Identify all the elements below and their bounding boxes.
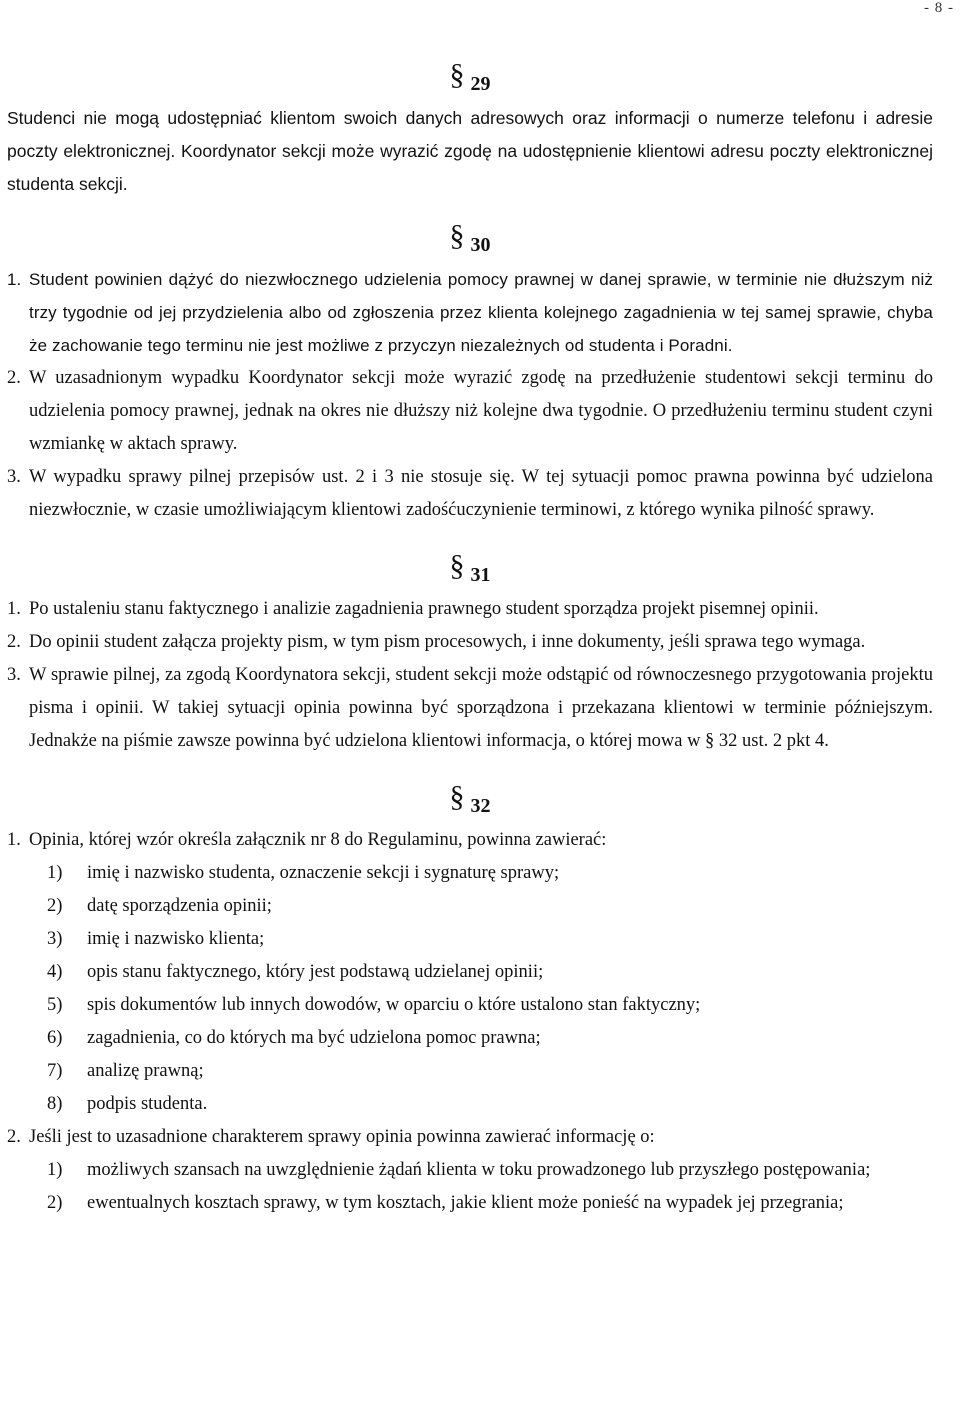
section-heading-31 — [7, 549, 933, 593]
item-text: Do opinii student załącza projekty pism, w tym pism procesowych, i inne dokumenty, jeśli sprawa tego wymaga. — [29, 632, 866, 652]
item-number: 3. — [7, 665, 21, 685]
sub-text: podpis studenta. — [87, 1094, 208, 1114]
item-number: 2. — [7, 1127, 21, 1147]
section-number: 32 — [470, 795, 491, 817]
document-body — [7, 58, 933, 1220]
sub-text: analizę prawną; — [87, 1061, 204, 1081]
item-text: Po ustaleniu stanu faktycznego i analizie zagadnienia prawnego student sporządza projekt pisemnej opinii. — [29, 599, 819, 619]
sub-number: 5) — [47, 995, 63, 1015]
list-item — [7, 1088, 933, 1121]
list-item — [7, 857, 933, 890]
item-text: Jeśli jest to uzasadnione charakterem sprawy opinia powinna zawierać informację o: — [29, 1127, 655, 1147]
list-item — [7, 1187, 933, 1220]
section-31-item-1 — [7, 593, 933, 626]
section-31-item-2 — [7, 626, 933, 659]
item-number: 1. — [7, 599, 21, 619]
section-heading-32 — [7, 780, 933, 824]
section-number: 30 — [470, 234, 491, 256]
item-text: W sprawie pilnej, za zgodą Koordynatora sekcji, student sekcji może odstąpić od równoczesnego przygotowania projektu pisma i opinii. W takiej sytuacji opinia powinna być sporządzona i przekazana klientowi w terminie późniejszym. Jednakże na piśmie zawsze powinna być udzielona klientowi informacja, o której mowa w § 32 ust. 2 pkt 4. — [29, 665, 933, 751]
section-sign-icon: § — [449, 58, 465, 91]
item-number: 1. — [7, 270, 22, 289]
list-item — [7, 1022, 933, 1055]
item-text: Student powinien dążyć do niezwłocznego udzielenia pomocy prawnej w danej sprawie, w terminie nie dłuższym niż trzy tygodnie od jej przydzielenia albo od zgłoszenia przez klienta kolejnego zagadnienia w tej samej sprawie, chyba że zachowanie tego terminu nie jest możliwe z przyczyn niezależnych od studenta i Poradni. — [29, 270, 933, 355]
sub-text: imię i nazwisko studenta, oznaczenie sekcji i sygnaturę sprawy; — [87, 863, 560, 883]
item-text: W uzasadnionym wypadku Koordynator sekcji może wyrazić zgodę na przedłużenie studentowi sekcji terminu do udzielenia pomocy prawnej, jednak na okres nie dłuższy niż kolejne dwa tygodnie. O przedłużeniu terminu student czyni wzmiankę w aktach sprawy. — [29, 368, 933, 454]
section-30-item-1 — [7, 263, 933, 362]
section-sign-icon: § — [449, 219, 465, 252]
section-heading-30 — [7, 219, 933, 263]
sub-number: 1) — [47, 863, 63, 883]
item-number: 2. — [7, 368, 21, 388]
sub-number: 4) — [47, 962, 63, 982]
item-number: 1. — [7, 830, 21, 850]
sub-text: opis stanu faktycznego, który jest podstawą udzielanej opinii; — [87, 962, 544, 982]
section-heading-29 — [7, 58, 933, 102]
sub-number: 2) — [47, 896, 63, 916]
list-item — [7, 1055, 933, 1088]
list-item — [7, 989, 933, 1022]
sub-text: zagadnienia, co do których ma być udzielona pomoc prawna; — [87, 1028, 541, 1048]
section-30-item-2 — [7, 362, 933, 461]
section-29-text: Studenci nie mogą udostępniać klientom swoich danych adresowych oraz informacji o numerze telefonu i adresie poczty elektronicznej. Koordynator sekcji może wyrazić zgodę na udostępnienie klientowi adresu poczty elektronicznej studenta sekcji. — [7, 108, 933, 194]
section-number: 29 — [470, 73, 491, 95]
item-number: 2. — [7, 632, 21, 652]
section-sign-icon: § — [449, 549, 465, 582]
sub-text: ewentualnych kosztach sprawy, w tym kosztach, jakie klient może ponieść na wypadek jej przegrania; — [87, 1193, 844, 1213]
sub-number: 2) — [47, 1193, 63, 1213]
sub-number: 7) — [47, 1061, 63, 1081]
section-32-item-2 — [7, 1121, 933, 1154]
list-item — [7, 956, 933, 989]
sub-number: 3) — [47, 929, 63, 949]
list-item — [7, 1154, 933, 1187]
section-number: 31 — [470, 564, 491, 586]
list-item — [7, 923, 933, 956]
section-32-item-1 — [7, 824, 933, 857]
sub-text: imię i nazwisko klienta; — [87, 929, 265, 949]
item-text: W wypadku sprawy pilnej przepisów ust. 2 i 3 nie stosuje się. W tej sytuacji pomoc prawna powinna być udzielona niezwłocznie, w czasie umożliwiającym klientowi zadośćuczynienie terminowi, z którego wynika pilność sprawy. — [29, 467, 933, 520]
sub-text: spis dokumentów lub innych dowodów, w oparciu o które ustalono stan faktyczny; — [87, 995, 701, 1015]
sub-text: datę sporządzenia opinii; — [87, 896, 272, 916]
sub-number: 8) — [47, 1094, 63, 1114]
sub-number: 1) — [47, 1160, 63, 1180]
section-30-item-3 — [7, 461, 933, 527]
item-text: Opinia, której wzór określa załącznik nr 8 do Regulaminu, powinna zawierać: — [29, 830, 607, 850]
sub-number: 6) — [47, 1028, 63, 1048]
section-sign-icon: § — [449, 780, 465, 813]
item-number: 3. — [7, 467, 21, 487]
section-31-item-3 — [7, 659, 933, 758]
page-number: - 8 - — [924, 0, 954, 16]
list-item — [7, 890, 933, 923]
sub-text: możliwych szansach na uwzględnienie żądań klienta w toku prowadzonego lub przyszłego postępowania; — [87, 1160, 871, 1180]
